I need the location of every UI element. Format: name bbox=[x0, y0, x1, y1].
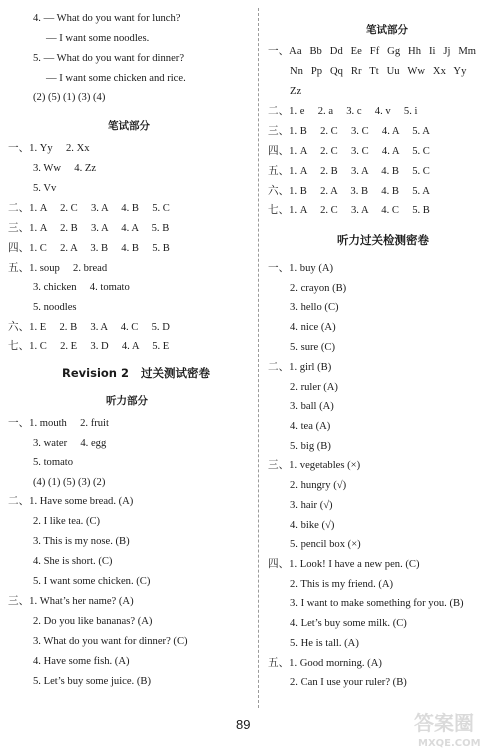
answer-line: 五、1. Good morning. (A) bbox=[268, 658, 382, 669]
answer-line: 4. — What do you want for lunch? bbox=[33, 13, 181, 24]
answer-line: 二、1. A 2. C 3. A 4. B 5. C bbox=[8, 203, 170, 214]
answer-line: 三、1. What’s her name? (A) bbox=[8, 596, 134, 607]
answer-line: 5. noodles bbox=[33, 302, 77, 313]
answer-line: 一、1. mouth 2. fruit bbox=[8, 418, 109, 429]
answer-line: — I want some chicken and rice. bbox=[46, 73, 186, 84]
answer-line: (2) (5) (1) (3) (4) bbox=[33, 92, 106, 103]
answer-line: 5. Let’s buy some juice. (B) bbox=[33, 676, 151, 687]
section-heading: Revision 2 过关测试密卷 bbox=[62, 366, 210, 380]
answer-line: 3. This is my nose. (B) bbox=[33, 536, 130, 547]
answer-line: 五、1. soup 2. bread bbox=[8, 263, 108, 274]
answer-line: 2. This is my friend. (A) bbox=[290, 579, 394, 590]
answer-line: 3. ball (A) bbox=[290, 401, 334, 412]
answer-line: 5. Vv bbox=[33, 183, 57, 194]
answer-line: 六、1. B 2. A 3. B 4. B 5. A bbox=[268, 186, 430, 197]
answer-line: 3. hair (√) bbox=[290, 500, 333, 511]
answer-line: 4. nice (A) bbox=[290, 322, 336, 333]
answer-line: 七、1. C 2. E 3. D 4. A 5. E bbox=[8, 341, 170, 352]
answer-line: 3. water 4. egg bbox=[33, 438, 107, 449]
section-heading: 笔试部分 bbox=[108, 120, 150, 132]
answer-line: 4. tea (A) bbox=[290, 421, 331, 432]
answer-line: 4. Let’s buy some milk. (C) bbox=[290, 618, 407, 629]
answer-line: 2. ruler (A) bbox=[290, 382, 338, 393]
answer-line: 二、1. girl (B) bbox=[268, 362, 332, 373]
answer-line: Zz bbox=[290, 86, 302, 97]
answer-line: 3. Ww 4. Zz bbox=[33, 163, 97, 174]
answer-line: 4. She is short. (C) bbox=[33, 556, 113, 567]
answer-line: 四、1. Look! I have a new pen. (C) bbox=[268, 559, 420, 570]
answer-line: 3. hello (C) bbox=[290, 302, 339, 313]
answer-line: 四、1. C 2. A 3. B 4. B 5. B bbox=[8, 243, 170, 254]
answer-line: 2. I like tea. (C) bbox=[33, 516, 101, 527]
answer-line: 3. I want to make something for you. (B) bbox=[290, 598, 464, 609]
answer-line: Nn Pp Qq Rr Tt Uu Ww Xx Yy bbox=[290, 66, 467, 77]
page-number: 89 bbox=[236, 717, 251, 732]
answer-line: 5. tomato bbox=[33, 457, 74, 468]
answer-line: 五、1. A 2. B 3. A 4. B 5. C bbox=[268, 166, 430, 177]
answer-line: 2. hungry (√) bbox=[290, 480, 347, 491]
answer-line: 一、Aa Bb Dd Ee Ff Gg Hh Ii Jj Mm bbox=[268, 46, 477, 57]
answer-line: 5. He is tall. (A) bbox=[290, 638, 359, 649]
answer-line: 2. Can I use your ruler? (B) bbox=[290, 677, 407, 688]
answer-line: 5. I want some chicken. (C) bbox=[33, 576, 151, 587]
answer-line: 四、1. A 2. C 3. C 4. A 5. C bbox=[268, 146, 430, 157]
answer-line: 3. What do you want for dinner? (C) bbox=[33, 636, 188, 647]
answer-line: (4) (1) (5) (3) (2) bbox=[33, 477, 106, 488]
answer-line: 三、1. A 2. B 3. A 4. A 5. B bbox=[8, 223, 170, 234]
answer-line: 一、1. Yy 2. Xx bbox=[8, 143, 90, 154]
answer-line: 4. Have some fish. (A) bbox=[33, 656, 130, 667]
answer-line: 2. crayon (B) bbox=[290, 283, 347, 294]
answer-line: 2. Do you like bananas? (A) bbox=[33, 616, 153, 627]
answer-line: 5. pencil box (×) bbox=[290, 539, 361, 550]
answer-line: 二、1. e 2. a 3. c 4. v 5. i bbox=[268, 106, 418, 117]
answer-line: 三、1. vegetables (×) bbox=[268, 460, 361, 471]
column-divider bbox=[258, 8, 259, 708]
answer-line: 4. bike (√) bbox=[290, 520, 335, 531]
section-heading: 笔试部分 bbox=[366, 24, 408, 36]
answer-line: 5. — What do you want for dinner? bbox=[33, 53, 185, 64]
section-heading: 听力过关检测密卷 bbox=[337, 233, 429, 247]
answer-line: 5. big (B) bbox=[290, 441, 331, 452]
watermark-logo bbox=[412, 706, 498, 750]
section-heading: 听力部分 bbox=[106, 395, 148, 407]
watermark-url: MXQE.COM bbox=[418, 738, 481, 749]
answer-line: 三、1. B 2. C 3. C 4. A 5. A bbox=[268, 126, 430, 137]
answer-line: 3. chicken 4. tomato bbox=[33, 282, 130, 293]
answer-line: 二、1. Have some bread. (A) bbox=[8, 496, 134, 507]
answer-line: — I want some noodles. bbox=[46, 33, 150, 44]
answer-line: 七、1. A 2. C 3. A 4. C 5. B bbox=[268, 205, 430, 216]
answer-line: 一、1. buy (A) bbox=[268, 263, 334, 274]
answer-line: 5. sure (C) bbox=[290, 342, 336, 353]
watermark-title: 答案圈 bbox=[414, 711, 474, 735]
answer-line: 六、1. E 2. B 3. A 4. C 5. D bbox=[8, 322, 170, 333]
